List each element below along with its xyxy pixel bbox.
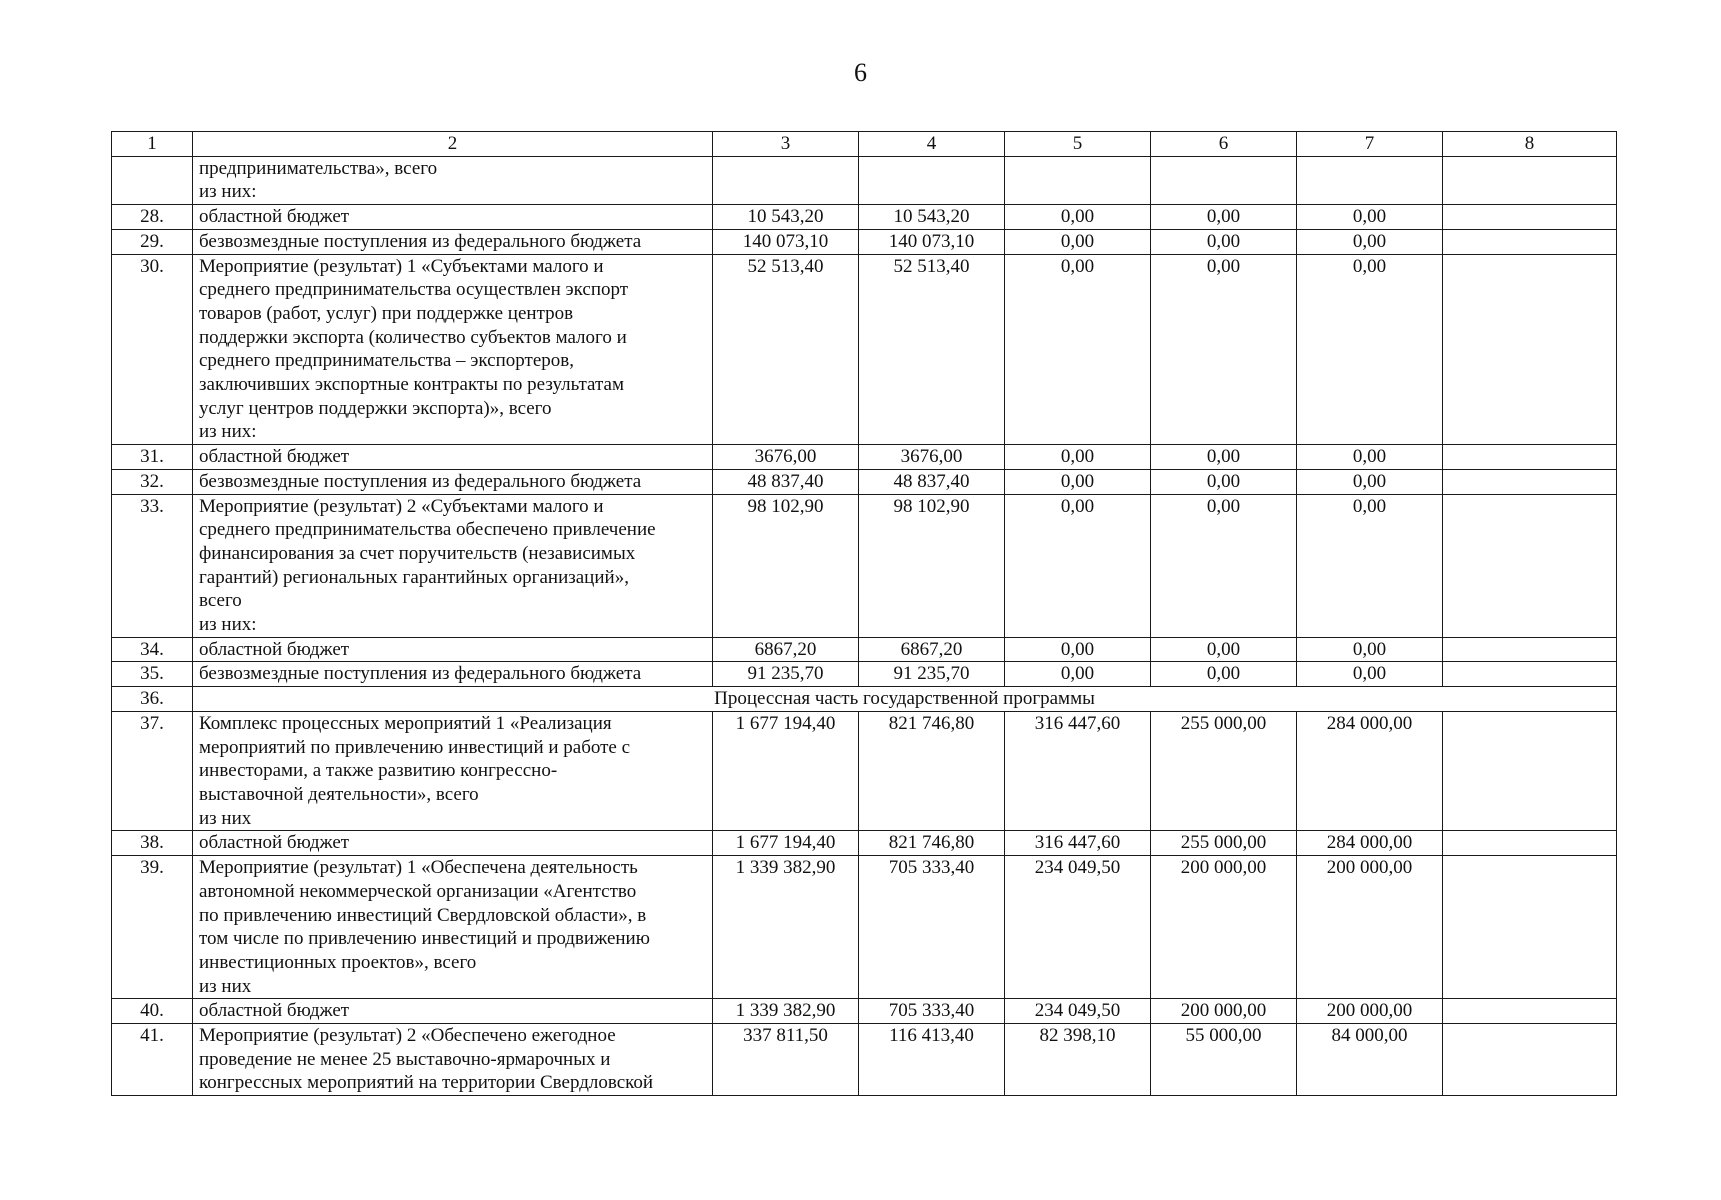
row-description <box>193 156 713 204</box>
amount-cell: 0,00 <box>1151 469 1297 494</box>
table-row <box>112 205 1617 230</box>
row-number: 33. <box>112 494 193 637</box>
description-line: Мероприятие (результат) 1 «Обеспечена деятельность <box>199 857 638 879</box>
amount-cell: 0,00 <box>1297 205 1443 230</box>
description-line: гарантий) региональных гарантийных организаций», <box>199 566 629 588</box>
row-description <box>193 999 713 1024</box>
amount-cell: 200 000,00 <box>1297 999 1443 1024</box>
column-number-header: 7 <box>1297 132 1443 157</box>
amount-cell: 0,00 <box>1005 445 1151 470</box>
amount-cell: 316 447,60 <box>1005 831 1151 856</box>
row-number: 29. <box>112 229 193 254</box>
amount-cell: 0,00 <box>1297 229 1443 254</box>
description-line: областной бюджет <box>199 446 350 468</box>
amount-cell: 0,00 <box>1151 205 1297 230</box>
amount-cell <box>1443 205 1617 230</box>
description-line: финансирования за счет поручительств (независимых <box>199 542 636 564</box>
table-row <box>112 831 1617 856</box>
amount-cell <box>1443 662 1617 687</box>
description-line: проведение не менее 25 выставочно-ярмарочных и <box>199 1048 611 1070</box>
amount-cell: 0,00 <box>1297 662 1443 687</box>
description-line: поддержки экспорта (количество субъектов малого и <box>199 326 627 348</box>
amount-cell <box>1443 469 1617 494</box>
description-line: Комплекс процессных мероприятий 1 «Реализация <box>199 712 612 734</box>
description-line: среднего предпринимательства обеспечено привлечение <box>199 519 656 541</box>
amount-cell: 0,00 <box>1297 494 1443 637</box>
description-line: по привлечению инвестиций Свердловской области», в <box>199 904 647 926</box>
amount-cell: 52 513,40 <box>859 254 1005 445</box>
amount-cell: 1 339 382,90 <box>713 856 859 999</box>
amount-cell: 55 000,00 <box>1151 1024 1297 1096</box>
description-line: Мероприятие (результат) 1 «Субъектами малого и <box>199 255 604 277</box>
table-row <box>112 469 1617 494</box>
amount-cell: 0,00 <box>1005 494 1151 637</box>
amount-cell <box>1443 711 1617 831</box>
description-line: услуг центров поддержки экспорта)», всего <box>199 397 552 419</box>
column-number-header: 6 <box>1151 132 1297 157</box>
amount-cell: 52 513,40 <box>713 254 859 445</box>
amount-cell: 0,00 <box>1297 469 1443 494</box>
amount-cell: 255 000,00 <box>1151 831 1297 856</box>
row-number: 34. <box>112 637 193 662</box>
row-description <box>193 711 713 831</box>
description-line: областной бюджет <box>199 1000 350 1022</box>
row-number: 28. <box>112 205 193 230</box>
amount-cell <box>1151 156 1297 204</box>
amount-cell: 821 746,80 <box>859 831 1005 856</box>
amount-cell <box>1443 831 1617 856</box>
description-line: инвесторами, а также развитию конгрессно- <box>199 760 558 782</box>
description-line: областной бюджет <box>199 206 350 228</box>
row-number: 36. <box>112 687 193 712</box>
table-body <box>112 132 1617 1096</box>
amount-cell: 200 000,00 <box>1151 856 1297 999</box>
amount-cell: 705 333,40 <box>859 856 1005 999</box>
amount-cell: 1 677 194,40 <box>713 831 859 856</box>
amount-cell: 98 102,90 <box>859 494 1005 637</box>
description-line: Мероприятие (результат) 2 «Субъектами малого и <box>199 495 604 517</box>
description-line: из них <box>199 975 252 997</box>
table-row <box>112 711 1617 831</box>
table-row <box>112 254 1617 445</box>
amount-cell: 3676,00 <box>713 445 859 470</box>
row-description <box>193 469 713 494</box>
description-line: всего <box>199 590 242 612</box>
table-row <box>112 229 1617 254</box>
amount-cell: 705 333,40 <box>859 999 1005 1024</box>
amount-cell: 234 049,50 <box>1005 999 1151 1024</box>
amount-cell: 0,00 <box>1151 254 1297 445</box>
description-line: из них: <box>199 614 257 636</box>
amount-cell: 10 543,20 <box>859 205 1005 230</box>
description-line: автономной некоммерческой организации «Агентство <box>199 880 637 902</box>
table-header-row <box>112 132 1617 157</box>
amount-cell: 6867,20 <box>859 637 1005 662</box>
section-heading: Процессная часть государственной программы <box>193 687 1617 712</box>
row-description <box>193 1024 713 1096</box>
description-line: выставочной деятельности», всего <box>199 783 479 805</box>
row-number: 30. <box>112 254 193 445</box>
row-description <box>193 494 713 637</box>
description-line: безвозмездные поступления из федерального бюджета <box>199 470 642 492</box>
amount-cell: 0,00 <box>1297 637 1443 662</box>
amount-cell: 48 837,40 <box>713 469 859 494</box>
amount-cell <box>1005 156 1151 204</box>
row-number: 40. <box>112 999 193 1024</box>
table-row <box>112 156 1617 204</box>
amount-cell <box>1443 1024 1617 1096</box>
amount-cell: 0,00 <box>1151 494 1297 637</box>
amount-cell: 91 235,70 <box>859 662 1005 687</box>
amount-cell: 98 102,90 <box>713 494 859 637</box>
row-description <box>193 637 713 662</box>
amount-cell: 821 746,80 <box>859 711 1005 831</box>
table-row <box>112 494 1617 637</box>
row-description <box>193 254 713 445</box>
row-description <box>193 662 713 687</box>
row-number: 39. <box>112 856 193 999</box>
amount-cell: 6867,20 <box>713 637 859 662</box>
amount-cell: 0,00 <box>1005 229 1151 254</box>
description-line: предпринимательства», всего <box>199 157 438 179</box>
description-line: безвозмездные поступления из федерального бюджета <box>199 663 642 685</box>
description-line: среднего предпринимательства – экспортеров, <box>199 350 574 372</box>
description-line: из них: <box>199 421 257 443</box>
table-row <box>112 1024 1617 1096</box>
description-line: среднего предпринимательства осуществлен экспорт <box>199 279 629 301</box>
description-line: конгрессных мероприятий на территории Свердловской <box>199 1072 654 1094</box>
description-line: заключивших экспортные контракты по результатам <box>199 374 624 396</box>
amount-cell: 84 000,00 <box>1297 1024 1443 1096</box>
description-line: Мероприятие (результат) 2 «Обеспечено ежегодное <box>199 1025 616 1047</box>
amount-cell: 337 811,50 <box>713 1024 859 1096</box>
row-description <box>193 205 713 230</box>
amount-cell: 0,00 <box>1151 662 1297 687</box>
table-row <box>112 687 1617 712</box>
row-number: 37. <box>112 711 193 831</box>
amount-cell: 0,00 <box>1005 469 1151 494</box>
table-row <box>112 445 1617 470</box>
page-number: 6 <box>854 58 867 87</box>
table-row <box>112 637 1617 662</box>
amount-cell: 140 073,10 <box>713 229 859 254</box>
description-line: инвестиционных проектов», всего <box>199 951 477 973</box>
amount-cell: 0,00 <box>1151 637 1297 662</box>
amount-cell: 1 677 194,40 <box>713 711 859 831</box>
amount-cell: 200 000,00 <box>1297 856 1443 999</box>
table-row <box>112 856 1617 999</box>
amount-cell <box>1443 156 1617 204</box>
row-description <box>193 445 713 470</box>
column-number-header: 3 <box>713 132 859 157</box>
amount-cell: 116 413,40 <box>859 1024 1005 1096</box>
amount-cell: 10 543,20 <box>713 205 859 230</box>
amount-cell: 0,00 <box>1005 662 1151 687</box>
amount-cell: 284 000,00 <box>1297 831 1443 856</box>
amount-cell <box>1443 856 1617 999</box>
description-line: областной бюджет <box>199 638 350 660</box>
amount-cell <box>1297 156 1443 204</box>
amount-cell: 91 235,70 <box>713 662 859 687</box>
row-description <box>193 856 713 999</box>
amount-cell: 0,00 <box>1297 445 1443 470</box>
amount-cell <box>1443 445 1617 470</box>
column-number-header: 1 <box>112 132 193 157</box>
amount-cell: 234 049,50 <box>1005 856 1151 999</box>
amount-cell <box>1443 254 1617 445</box>
budget-table <box>111 131 1617 1096</box>
row-number: 31. <box>112 445 193 470</box>
amount-cell: 0,00 <box>1151 445 1297 470</box>
amount-cell <box>1443 999 1617 1024</box>
column-number-header: 5 <box>1005 132 1151 157</box>
description-line: из них <box>199 807 252 829</box>
amount-cell <box>1443 494 1617 637</box>
amount-cell: 0,00 <box>1005 254 1151 445</box>
amount-cell <box>859 156 1005 204</box>
row-number <box>112 156 193 204</box>
description-line: безвозмездные поступления из федерального бюджета <box>199 230 642 252</box>
amount-cell <box>713 156 859 204</box>
row-description <box>193 229 713 254</box>
row-number: 35. <box>112 662 193 687</box>
column-number-header: 8 <box>1443 132 1617 157</box>
amount-cell: 0,00 <box>1297 254 1443 445</box>
column-number-header: 2 <box>193 132 713 157</box>
amount-cell: 3676,00 <box>859 445 1005 470</box>
table-row <box>112 662 1617 687</box>
description-line: областной бюджет <box>199 832 350 854</box>
amount-cell: 255 000,00 <box>1151 711 1297 831</box>
amount-cell: 0,00 <box>1005 205 1151 230</box>
description-line: из них: <box>199 181 257 203</box>
row-description <box>193 831 713 856</box>
amount-cell: 0,00 <box>1005 637 1151 662</box>
amount-cell: 140 073,10 <box>859 229 1005 254</box>
amount-cell: 200 000,00 <box>1151 999 1297 1024</box>
amount-cell <box>1443 637 1617 662</box>
row-number: 38. <box>112 831 193 856</box>
amount-cell <box>1443 229 1617 254</box>
column-number-header: 4 <box>859 132 1005 157</box>
table-row <box>112 999 1617 1024</box>
amount-cell: 284 000,00 <box>1297 711 1443 831</box>
description-line: том числе по привлечению инвестиций и продвижению <box>199 928 650 950</box>
amount-cell: 82 398,10 <box>1005 1024 1151 1096</box>
amount-cell: 1 339 382,90 <box>713 999 859 1024</box>
description-line: товаров (работ, услуг) при поддержке центров <box>199 302 574 324</box>
row-number: 32. <box>112 469 193 494</box>
amount-cell: 316 447,60 <box>1005 711 1151 831</box>
row-number: 41. <box>112 1024 193 1096</box>
amount-cell: 48 837,40 <box>859 469 1005 494</box>
amount-cell: 0,00 <box>1151 229 1297 254</box>
description-line: мероприятий по привлечению инвестиций и работе с <box>199 736 631 758</box>
